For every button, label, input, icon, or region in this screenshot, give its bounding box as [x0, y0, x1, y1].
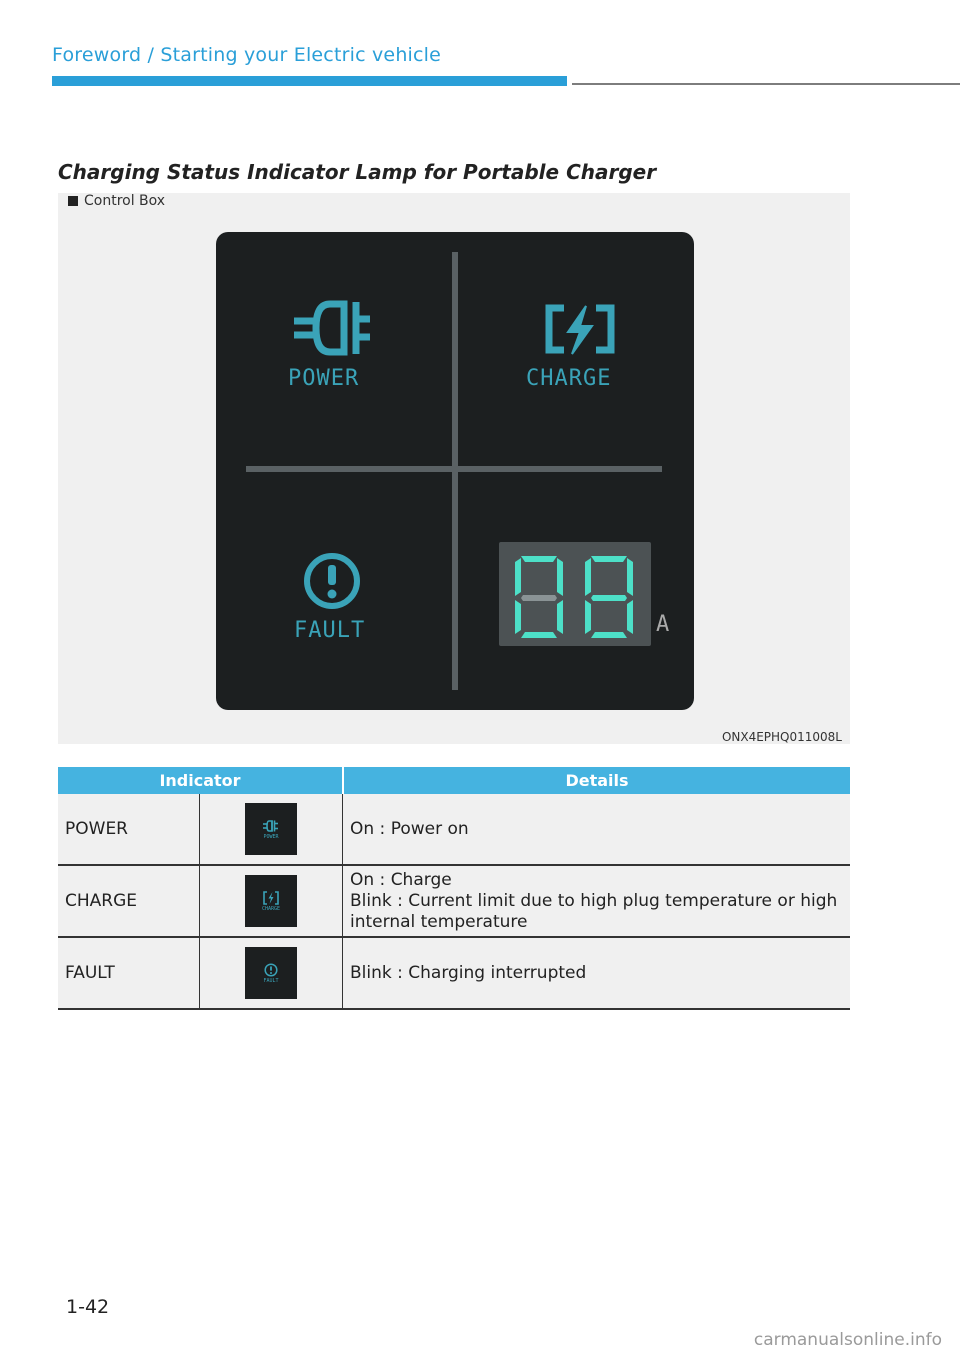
- indicator-details: [343, 794, 850, 864]
- plug-icon: [245, 803, 297, 855]
- header-indicator: Indicator: [58, 767, 344, 794]
- icon-caption: POWER: [263, 833, 279, 840]
- exclamation-circle-icon: [307, 556, 357, 606]
- icon-caption: CHARGE: [261, 905, 281, 912]
- seven-segment-digits: [499, 542, 651, 646]
- table-row: [58, 938, 850, 1010]
- charge-bolt-icon: [245, 875, 297, 927]
- indicator-icon-cell: [200, 794, 343, 864]
- power-label: POWER: [288, 366, 360, 391]
- charge-bolt-icon: [549, 306, 611, 354]
- indicator-name: POWER: [58, 794, 200, 864]
- icon-caption: FAULT: [263, 977, 279, 984]
- exclamation-circle-icon: [245, 947, 297, 999]
- indicator-details: [343, 866, 850, 936]
- control-box-figure: [58, 193, 850, 744]
- current-unit-label: A: [656, 612, 670, 637]
- current-display: [499, 542, 651, 646]
- indicator-name: FAULT: [58, 938, 200, 1008]
- indicator-table: [58, 767, 850, 1010]
- detail-line: On : Power on: [350, 818, 469, 839]
- table-row: [58, 866, 850, 938]
- indicator-name: CHARGE: [58, 866, 200, 936]
- section-title: Charging Status Indicator Lamp for Portable Charger: [58, 160, 657, 184]
- page-number: 1-42: [66, 1296, 110, 1318]
- table-header: [58, 767, 850, 794]
- header-title: Foreword / Starting your Electric vehicle: [52, 44, 442, 66]
- figure-caption: [68, 193, 165, 209]
- square-bullet-icon: [68, 196, 78, 206]
- plug-icon: [294, 302, 370, 354]
- detail-line: Blink : Charging interrupted: [350, 962, 587, 983]
- charge-label: CHARGE: [526, 366, 612, 391]
- figure-caption-text: Control Box: [84, 193, 166, 209]
- header-accent-bar: [52, 76, 567, 86]
- watermark: carmanualsonline.info: [753, 1330, 942, 1350]
- header-details: Details: [565, 771, 629, 790]
- detail-line: Blink : Current limit due to high plug temperature or high internal temperature: [350, 890, 838, 932]
- table-row: [58, 794, 850, 866]
- indicator-details: [343, 938, 850, 1008]
- indicator-icon-cell: [200, 938, 343, 1008]
- figure-code: ONX4EPHQ011008L: [721, 730, 842, 744]
- detail-line: On : Charge: [350, 869, 452, 890]
- fault-label: FAULT: [294, 618, 366, 643]
- indicator-icon-cell: [200, 866, 343, 936]
- control-box-panel: [216, 232, 694, 710]
- header-rule: [572, 83, 960, 85]
